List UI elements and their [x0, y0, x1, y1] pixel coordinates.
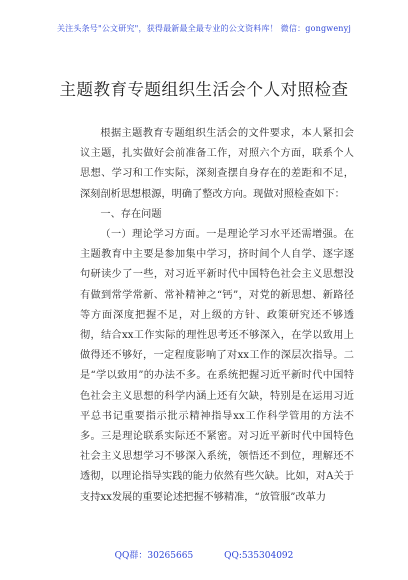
section-heading: 一、存在问题 — [100, 208, 162, 220]
body-paragraph: （一）理论学习方面。一是理论学习水平还需增强。在主题教育中主要是参加集中学习，挤时间个人自学、逐字逐句研读少了一些，对习近平新时代中国特色社会主义思想没有做到常学常新、常补精神之“钙”，对党的新思想、新路径等方面深度把握不足，对上级的方针、政策研究还不够透彻，结合xx工作实际的理性思考还不够深入，在学以致用上做得还不够好，一定程度影响了对xx工作的深层次指导。二是“学以致用”的办法不多。在系统把握习近平新时代中国特色社会主义思想的科学内涵上还有欠缺，特别是在运用习近平总书记重要指示批示精神指导xx工作科学管用的方法不多。三是理论联系实际还不紧密。对习近平新时代中国特色社会主义思想学习不够深入系统，领悟还不到位，理解还不透彻，以理论指导实践的能力依然有些欠缺。比如，对A关于支持xx发展的重要论述把握不够精准，“放管服”改革力 — [80, 229, 354, 503]
footer-contact — [0, 548, 408, 561]
document-body — [80, 124, 354, 508]
header-promo-note: 关注头条号"公文研究"，获得最新最全最专业的公文资料库！ 微信：gongwenyj — [56, 24, 352, 33]
intro-paragraph: 根据主题教育专题组织生活会的文件要求，本人紧扣会议主题，扎实做好会前准备工作，对照六个方面，联系个人思想、学习和工作实际，深刻查摆自身存在的差距和不足，深刻剖析思想根源，明确了整改方向。现做对照检查如下： — [80, 128, 354, 200]
document-title: 主题教育专题组织生活会个人对照检查 — [59, 80, 349, 99]
footer-qq: QQ:535304092 — [224, 551, 294, 561]
footer-qq-group: QQ群：30265665 — [114, 551, 194, 561]
